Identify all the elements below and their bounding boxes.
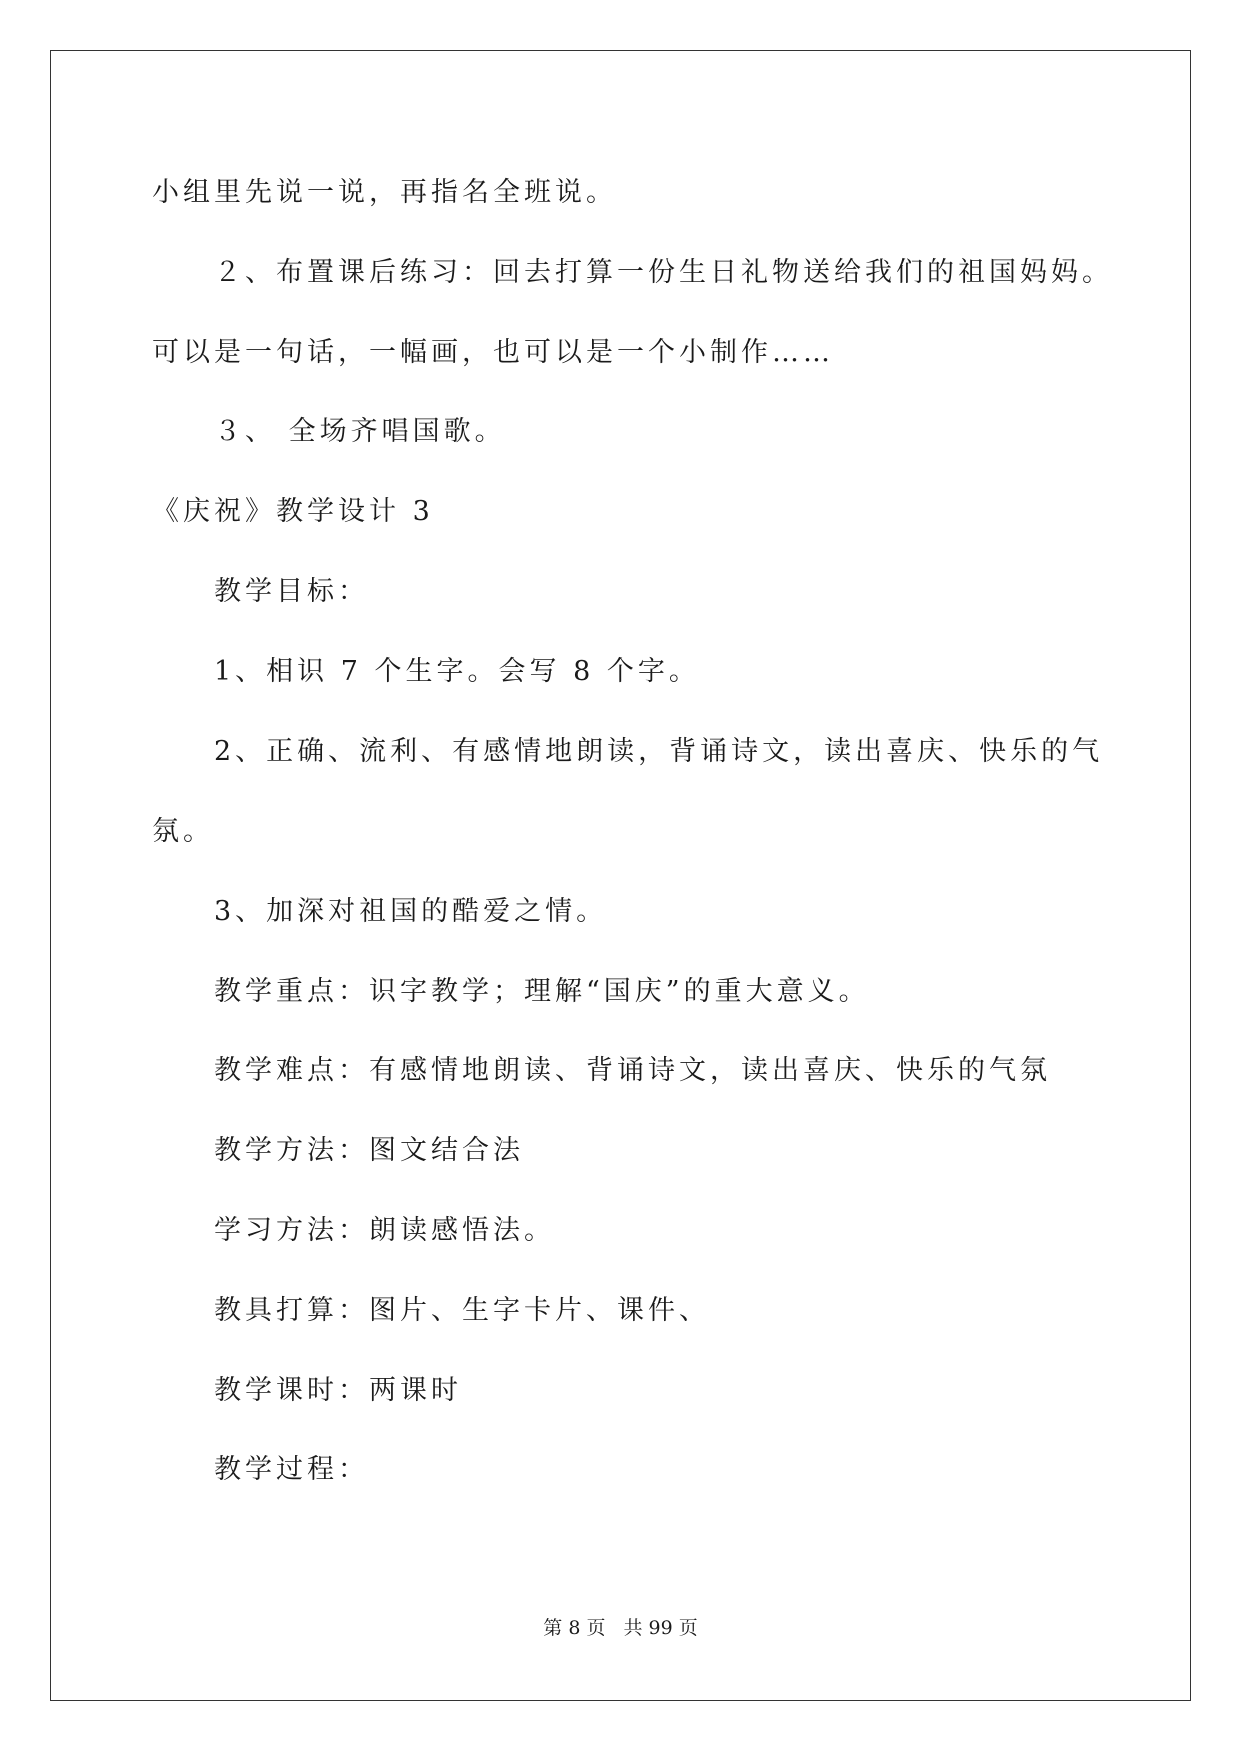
paragraph-line: 教学课时：两课时: [214, 1375, 462, 1406]
paragraph-line: 教具打算：图片、生字卡片、课件、: [214, 1295, 710, 1326]
paragraph-line: 2、正确、流利、有感情地朗读，背诵诗文，读出喜庆、快乐的气: [214, 736, 1104, 767]
paragraph-line: 教学方法：图文结合法: [214, 1135, 524, 1166]
paragraph-line: 氛。: [152, 816, 214, 847]
paragraph-line: 教学过程：: [214, 1454, 369, 1485]
paragraph-line: ２、布置课后练习：回去打算一份生日礼物送给我们的祖国妈妈。: [214, 257, 1113, 288]
paragraph-line: 教学重点：识字教学；理解“国庆”的重大意义。: [214, 976, 870, 1007]
paragraph-line: 1、相识 7 个生字。会写 8 个字。: [214, 656, 700, 687]
paragraph-line: 学习方法：朗读感悟法。: [214, 1215, 555, 1246]
section-heading: 《庆祝》教学设计 3: [152, 496, 434, 527]
paragraph-line: 3、加深对祖国的酷爱之情。: [214, 896, 608, 927]
page-number: 第 8 页: [543, 1617, 606, 1639]
page-total: 共 99 页: [623, 1617, 698, 1639]
paragraph-line: 教学难点：有感情地朗读、背诵诗文，读出喜庆、快乐的气氛: [214, 1055, 1051, 1086]
paragraph-line: ３、 全场齐唱国歌。: [214, 416, 506, 447]
paragraph-line: 小组里先说一说，再指名全班说。: [152, 177, 617, 208]
paragraph-line: 教学目标：: [214, 576, 369, 607]
paragraph-line: 可以是一句话，一幅画，也可以是一个小制作……: [152, 337, 834, 368]
page-footer: [0, 1615, 1241, 1641]
